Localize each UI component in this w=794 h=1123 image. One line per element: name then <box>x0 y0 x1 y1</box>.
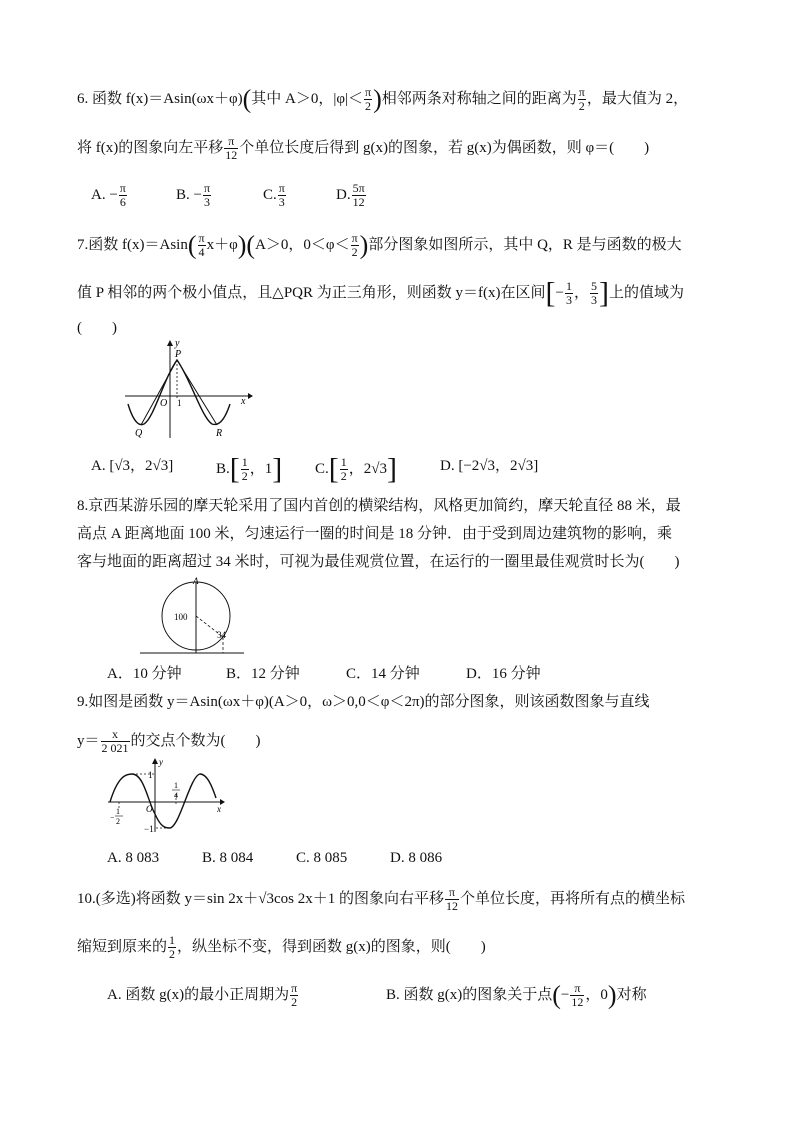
svg-text:1: 1 <box>177 398 182 408</box>
fraction: $\frac{\pi}{12}$ <box>225 134 238 162</box>
svg-text:O: O <box>160 398 168 409</box>
q10-line2: 缩短到原来的 $\frac{1}{2}$ ，纵坐标不变，得到函数 g(x)的图象，则( ) <box>77 933 486 961</box>
q6-line2: 将 f(x)的图象向左平移 $\frac{\pi}{12}$ 个单位长度后得到 g(x)的图象，若 g(x)为偶函数，则 φ＝( ) <box>77 134 650 162</box>
svg-text:1: 1 <box>174 781 178 790</box>
svg-text:P: P <box>175 349 182 360</box>
q8-option-c: C．14 分钟 <box>346 666 420 682</box>
q9-option-d: D. 8 086 <box>390 850 443 866</box>
svg-text:O: O <box>146 804 153 814</box>
q7-graph <box>120 338 255 440</box>
svg-text:1: 1 <box>148 770 153 780</box>
q8-option-a: A．10 分钟 <box>107 666 182 682</box>
svg-text:4: 4 <box>174 791 178 800</box>
q9-graph <box>104 756 229 836</box>
svg-text:x: x <box>217 804 221 814</box>
q10-option-a: A. 函数 g(x)的最小正周期为 $\frac{\pi}{2}$ <box>107 981 298 1009</box>
q8-line3: 客与地面的距离超过 34 米时，可视为最佳观赏位置，在运行的一圈里最佳观赏时长为( ) <box>77 554 680 570</box>
q7-option-c: C.[ $\frac{1}{2}$ ，2√3] <box>315 452 397 486</box>
svg-text:Q: Q <box>135 428 143 439</box>
svg-text:x: x <box>241 396 246 407</box>
q8-option-b: B．12 分钟 <box>226 666 300 682</box>
q6-option-b: B. − $\frac{\pi}{3}$ <box>176 181 211 209</box>
q8-line2: 高点 A 距离地面 100 米，匀速运行一圈的时间是 18 分钟．由于受到周边建筑物的影响，乘 <box>77 526 673 542</box>
q9-option-b: B. 8 084 <box>202 850 254 866</box>
q7-option-b: B.[ $\frac{1}{2}$ ，1] <box>216 452 283 486</box>
q9-line1: 9.如图是函数 y＝Asin(ωx＋φ)(A＞0，ω＞0,0＜φ＜2π)的部分图象，则该函数图象与直线 <box>77 694 650 710</box>
q8-line1: 8.京西某游乐园的摩天轮采用了国内首创的横梁结构，风格更加简约，摩天轮直径 88 米，最 <box>77 498 681 514</box>
svg-text:1: 1 <box>116 807 120 816</box>
sine-curve <box>128 360 230 425</box>
q9-option-c: C. 8 085 <box>296 850 348 866</box>
q7-line2: 值 P 相邻的两个极小值点，且△PQR 为正三角形，则函数 y＝f(x)在区间[− $\frac{1}{3}$ ， $\frac{5}{3}$ ]上的值域为 <box>77 276 684 310</box>
q8-ferris-wheel-figure <box>140 576 248 656</box>
q6-option-d: D. $\frac{5\pi}{12}$ <box>336 181 365 209</box>
svg-text:y: y <box>175 338 180 349</box>
sine-curve <box>110 774 216 828</box>
q7-line1: 7.函数 f(x)＝Asin( $\frac{\pi}{4}$ x＋φ)(A＞0，0＜φ＜ $\frac{\pi}{2}$ )部分图象如图所示，其中 Q，R 是与函数的极大 <box>77 230 682 260</box>
q7-line3: ( ) <box>77 320 117 336</box>
svg-text:R: R <box>216 428 223 439</box>
q6-option-a: A. − $\frac{\pi}{6}$ <box>91 181 126 209</box>
svg-text:−: − <box>110 813 115 822</box>
svg-text:34: 34 <box>217 630 226 640</box>
svg-text:2: 2 <box>116 817 120 826</box>
q7-option-a: A. [√3，2√3] <box>91 458 174 474</box>
q10-option-b: B. 函数 g(x)的图象关于点(− $\frac{\pi}{12}$ ，0)对称 <box>386 980 647 1010</box>
fraction: $\frac{\pi}{2}$ <box>365 85 372 113</box>
q8-option-d: D．16 分钟 <box>466 666 541 682</box>
fraction: $\frac{\pi}{2}$ <box>578 85 585 113</box>
q10-line1: 10.(多选)将函数 y＝sin 2x＋√3cos 2x＋1 的图象向右平移 $\frac{\pi}{12}$ 个单位长度，再将所有点的横坐标 <box>77 885 685 913</box>
q9-line2: y＝ $\frac{x}{2 021}$ 的交点个数为( ) <box>77 727 261 755</box>
q6-line1: 6. 函数 f(x)＝Asin(ωx＋φ)(其中 A＞0，|φ|＜ $\frac{\pi}{2}$ )相邻两条对称轴之间的距离为 $\frac{\pi}{2}$ ，最大值为 2， <box>77 84 689 114</box>
q7-option-d: D. [−2√3，2√3] <box>440 458 539 474</box>
q9-option-a: A. 8 083 <box>107 850 160 866</box>
q6-option-c: C. $\frac{\pi}{3}$ <box>263 181 285 209</box>
svg-text:−1: −1 <box>144 824 154 834</box>
svg-text:100: 100 <box>174 612 188 622</box>
svg-text:y: y <box>159 757 163 767</box>
svg-text:A: A <box>193 576 199 586</box>
